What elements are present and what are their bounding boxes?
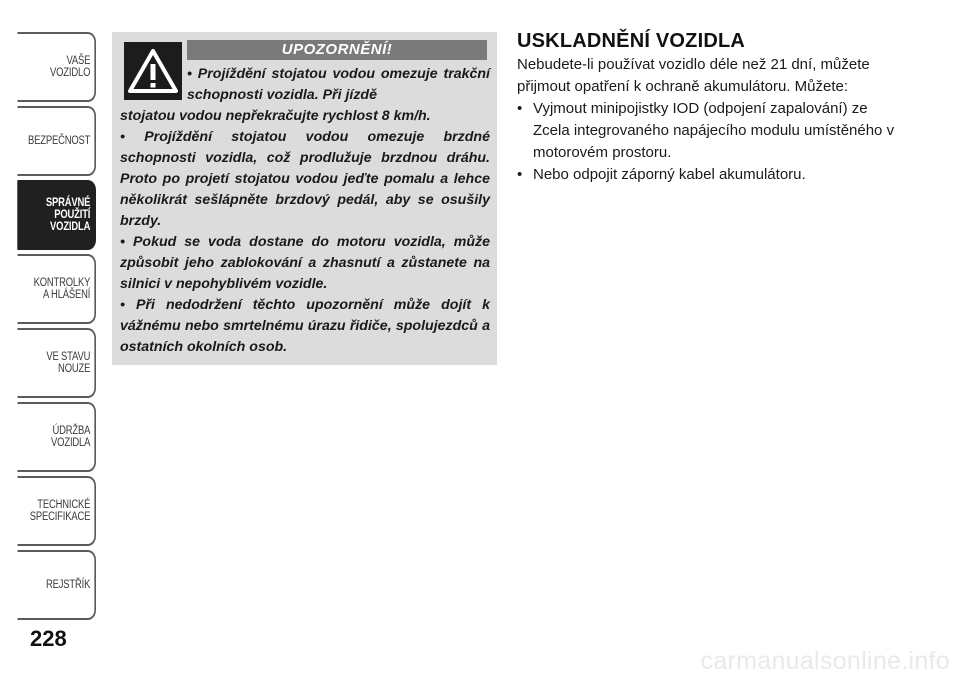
warning-item-1: • Projíždění stojatou vodou omezuje trakční schopnosti vozidla. Při jízdě xyxy=(187,66,490,103)
tab-udrzba-vozidla[interactable]: ÚDRŽBA VOZIDLA xyxy=(17,402,96,472)
warning-item-1-continuation: stojatou vodou nepřekračujte rychlost 8 km/h. xyxy=(120,108,431,124)
section-body xyxy=(517,54,907,186)
tab-vase-vozidlo[interactable]: VAŠE VOZIDLO xyxy=(17,32,96,102)
list-item: • Vyjmout minipojistky IOD (odpojení zapalování) ze Zcela integrovaného napájecího modulu umístěného v motorovém prostoru. xyxy=(517,98,907,164)
warning-item-2: • Projíždění stojatou vodou omezuje brzdné schopnosti vozidla, což prodlužuje brzdnou dráhu. Proto po projetí stojatou vodou jeďte pomalu a lehce několikrát sešlápněte brzdový pedál, aby se osušily brzdy. xyxy=(120,129,490,229)
tab-rejstrik[interactable]: REJSTŘÍK xyxy=(17,550,96,620)
section-title: USKLADNĚNÍ VOZIDLA xyxy=(517,30,746,52)
section-bullet-list xyxy=(517,98,907,186)
warning-text xyxy=(120,64,490,358)
list-item: • Nebo odpojit záporný kabel akumulátoru. xyxy=(517,164,907,186)
warning-item-3: • Pokud se voda dostane do motoru vozidla, může způsobit jeho zablokování a zhasnutí a zůstanete na silnici v nepohyblivém vozidle. xyxy=(120,234,490,292)
watermark: carmanualsonline.info xyxy=(700,647,950,675)
warning-item-4: • Při nedodržení těchto upozornění může dojít k vážnému nebo smrtelnému úrazu řidiče, spolujezdců a ostatních okolních osob. xyxy=(120,297,490,355)
page-number: 228 xyxy=(30,626,67,651)
tab-bezpecnost[interactable]: BEZPEČNOST xyxy=(17,106,96,176)
warning-box xyxy=(112,32,497,365)
tab-kontrolky-a-hlaseni[interactable]: KONTROLKY A HLÁŠENÍ xyxy=(17,254,96,324)
section-intro: Nebudete-li používat vozidlo déle než 21 dní, můžete přijmout opatření k ochraně akumulátoru. Můžete: xyxy=(517,56,870,95)
tab-ve-stavu-nouze[interactable]: VE STAVU NOUZE xyxy=(17,328,96,398)
tab-spravne-pouziti-vozidla[interactable]: SPRÁVNÉ POUŽITÍ VOZIDLA xyxy=(17,180,96,250)
sidebar-nav xyxy=(0,0,100,678)
tab-technicke-specifikace[interactable]: TECHNICKÉ SPECIFIKACE xyxy=(17,476,96,546)
warning-header: UPOZORNĚNÍ! xyxy=(187,40,487,60)
